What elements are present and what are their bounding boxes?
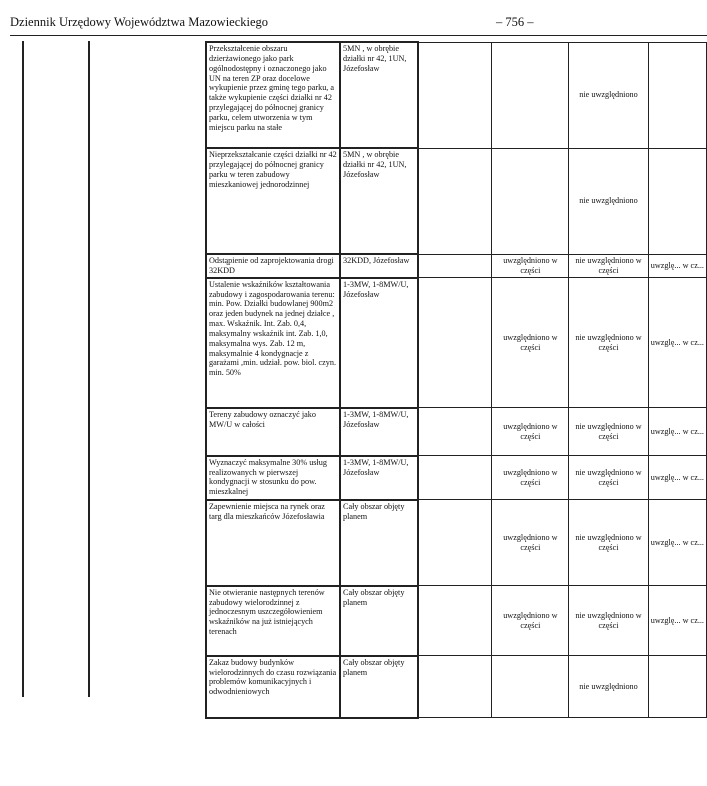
header-rule xyxy=(10,35,707,36)
decision-cell: uwzglę... w cz... xyxy=(648,586,706,656)
table-row xyxy=(206,408,707,456)
table-row xyxy=(206,254,707,278)
table-row xyxy=(206,656,707,718)
empty-cell xyxy=(418,656,492,718)
location-cell: 5MN , w obrębie działki nr 42, 1UN, Józefosław xyxy=(340,42,418,148)
location-cell: 1-3MW, 1-8MW/U, Józefosław xyxy=(340,278,418,408)
decision-cell xyxy=(492,148,569,254)
comments-table xyxy=(205,41,707,719)
decision-cell: uwzględniono w części xyxy=(492,408,569,456)
comment-description-cell: Wyznaczyć maksymalne 30% usług realizowanych w pierwszej kondygnacji w stosunku do pow. mieszkalnej xyxy=(206,456,340,500)
decision-cell xyxy=(492,42,569,148)
location-cell: Cały obszar objęty planem xyxy=(340,586,418,656)
comment-description-cell: Nieprzekształcanie części działki nr 42 przylegającej do północnej granicy parku w teren zabudowy mieszkaniowej jednorodzinnej xyxy=(206,148,340,254)
decision-cell xyxy=(648,656,706,718)
decision-cell: nie uwzględniono w części xyxy=(569,408,648,456)
table-row xyxy=(206,456,707,500)
decision-cell: uwzględniono w części xyxy=(492,278,569,408)
decision-cell: uwzglę... w cz... xyxy=(648,254,706,278)
decision-cell: uwzględniono w części xyxy=(492,456,569,500)
comment-description-cell: Przekształcenie obszaru dzierżawionego jako park ogólnodostępny i oznaczonego jako UN na teren ZP oraz docelowe wykupienie przez gminę tego parku, a także wykupienie części działki nr 42 przylegającej do północnej granicy parku, celem utworzenia w tym miejscu parku na stałe xyxy=(206,42,340,148)
decision-cell: uwzglę... w cz... xyxy=(648,500,706,586)
decision-cell: nie uwzględniono w części xyxy=(569,254,648,278)
left-column-border xyxy=(88,41,90,697)
empty-cell xyxy=(418,408,492,456)
table-row xyxy=(206,500,707,586)
comment-description-cell: Odstąpienie od zaprojektowania drogi 32KDD xyxy=(206,254,340,278)
location-cell: 1-3MW, 1-8MW/U, Józefosław xyxy=(340,408,418,456)
decision-cell: nie uwzględniono w części xyxy=(569,278,648,408)
table-row xyxy=(206,148,707,254)
location-cell: 1-3MW, 1-8MW/U, Józefosław xyxy=(340,456,418,500)
decision-cell: nie uwzględniono xyxy=(569,148,648,254)
comment-description-cell: Zapewnienie miejsca na rynek oraz targ dla mieszkańców Józefosławia xyxy=(206,500,340,586)
empty-cell xyxy=(418,148,492,254)
decision-cell xyxy=(648,148,706,254)
decision-cell: uwzglę... w cz... xyxy=(648,408,706,456)
decision-cell: nie uwzględniono w części xyxy=(569,586,648,656)
page-number: – 756 – xyxy=(496,15,534,29)
empty-cell xyxy=(418,456,492,500)
empty-cell xyxy=(418,278,492,408)
decision-cell xyxy=(648,42,706,148)
empty-cell xyxy=(418,586,492,656)
decision-cell: uwzglę... w cz... xyxy=(648,278,706,408)
comment-description-cell: Tereny zabudowy oznaczyć jako MW/U w całości xyxy=(206,408,340,456)
comment-description-cell: Nie otwieranie następnych terenów zabudowy wielorodzinnej z jednoczesnym uszczegółowieniem wskaźników na już istniejących terenach xyxy=(206,586,340,656)
table-row xyxy=(206,42,707,148)
decision-cell: uwzględniono w części xyxy=(492,254,569,278)
comment-description-cell: Zakaz budowy budynków wielorodzinnych do czasu rozwiązania problemów komunikacyjnych i odwodnieniowych xyxy=(206,656,340,718)
empty-cell xyxy=(418,42,492,148)
decision-cell: nie uwzględniono w części xyxy=(569,456,648,500)
left-column-border xyxy=(22,41,24,697)
empty-cell xyxy=(418,254,492,278)
decision-cell: nie uwzględniono xyxy=(569,42,648,148)
table-row xyxy=(206,278,707,408)
decision-cell xyxy=(492,656,569,718)
empty-cell xyxy=(418,500,492,586)
decision-cell: uwzglę... w cz... xyxy=(648,456,706,500)
location-cell: 5MN , w obrębie działki nr 42, 1UN, Józefosław xyxy=(340,148,418,254)
location-cell: 32KDD, Józefosław xyxy=(340,254,418,278)
location-cell: Cały obszar objęty planem xyxy=(340,656,418,718)
decision-cell: nie uwzględniono w części xyxy=(569,500,648,586)
decision-cell: uwzględniono w części xyxy=(492,586,569,656)
comment-description-cell: Ustalenie wskaźników kształtowania zabudowy i zagospodarowania terenu: min. Pow. Działki budowlanej 900m2 oraz jeden budynek na jednej działce , max. Wskaźnik. Int. Zab. 0,4, maksymalny wskaźnik int. Zab. 1,0, maksymalna wys. Zab. 12 m, maksymalnie 4 kondygnacje z garażami ,min. udział. pow. biol. czyn. min. 50% xyxy=(206,278,340,408)
decision-cell: uwzględniono w części xyxy=(492,500,569,586)
decision-cell: nie uwzględniono xyxy=(569,656,648,718)
table-row xyxy=(206,586,707,656)
journal-title: Dziennik Urzędowy Województwa Mazowieckiego xyxy=(10,15,269,29)
location-cell: Cały obszar objęty planem xyxy=(340,500,418,586)
